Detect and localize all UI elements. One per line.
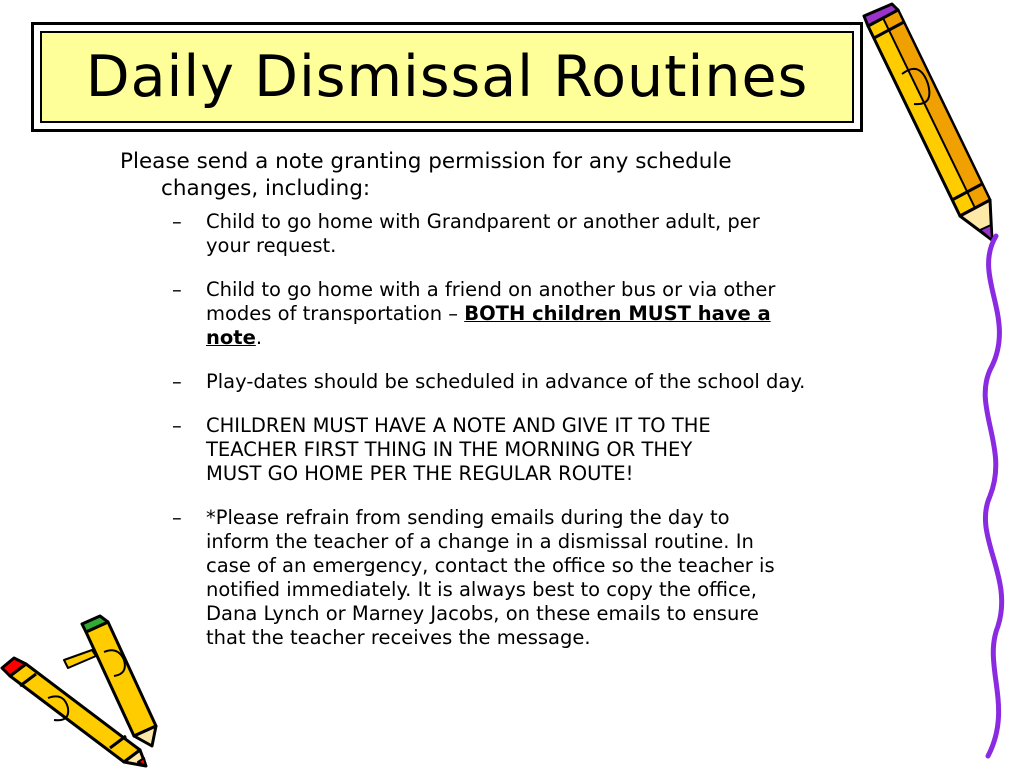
body-content <box>120 148 940 650</box>
intro-line-1: Please send a note granting permission for any schedule <box>120 149 732 174</box>
title-box <box>31 22 863 132</box>
list-item <box>120 278 940 350</box>
bullet-marker: – <box>172 414 182 437</box>
bullet-2-emphasis-2: note <box>206 326 256 349</box>
page-title: Daily Dismissal Routines <box>85 44 809 110</box>
list-item <box>120 414 940 486</box>
bullet-marker: – <box>172 506 182 529</box>
bullet-2-trailing: . <box>255 326 263 349</box>
title-box-inner <box>40 31 854 123</box>
bullet-2-emphasis-1: BOTH children MUST have a <box>464 302 771 325</box>
bullet-2-line-2 <box>206 302 940 326</box>
pencil-icon <box>862 4 1002 244</box>
list-item <box>120 370 940 394</box>
crayon-red-icon <box>0 658 150 768</box>
bullet-4-line-2: TEACHER FIRST THING IN THE MORNING OR THEY <box>206 438 693 461</box>
bullet-1-line-1: Child to go home with Grandparent or another adult, per <box>206 210 760 233</box>
bullet-5-line-4: notified immediately. It is always best to copy the office, <box>206 578 757 601</box>
squiggle-line <box>962 236 1024 768</box>
intro-line-2: changes, including: <box>161 176 371 201</box>
bullet-1-line-2: your request. <box>206 234 337 257</box>
bullet-marker: – <box>172 370 182 393</box>
bullet-2-prefix: modes of transportation – <box>206 302 465 325</box>
intro-paragraph <box>120 148 940 202</box>
bullet-3-line-1: Play-dates should be scheduled in advance of the school day. <box>206 370 806 393</box>
bullet-5-line-3: case of an emergency, contact the office so the teacher is <box>206 554 775 577</box>
bullet-4-line-1: CHILDREN MUST HAVE A NOTE AND GIVE IT TO THE <box>206 414 711 437</box>
bullet-5-line-2: inform the teacher of a change in a dismissal routine. In <box>206 530 754 553</box>
bullet-2-line-1: Child to go home with a friend on another bus or via other <box>206 278 776 301</box>
bullet-marker: – <box>172 278 182 301</box>
bullet-5-line-5: Dana Lynch or Marney Jacobs, on these emails to ensure <box>206 602 759 625</box>
list-item <box>120 506 940 650</box>
bullet-list <box>120 210 940 650</box>
bullet-4-line-3: MUST GO HOME PER THE REGULAR ROUTE! <box>206 462 634 485</box>
bullet-5-line-1: *Please refrain from sending emails during the day to <box>206 506 730 529</box>
bullet-marker: – <box>172 210 182 233</box>
bullet-5-line-6: that the teacher receives the message. <box>206 626 591 649</box>
bullet-2-line-3 <box>206 326 940 350</box>
list-item <box>120 210 940 258</box>
